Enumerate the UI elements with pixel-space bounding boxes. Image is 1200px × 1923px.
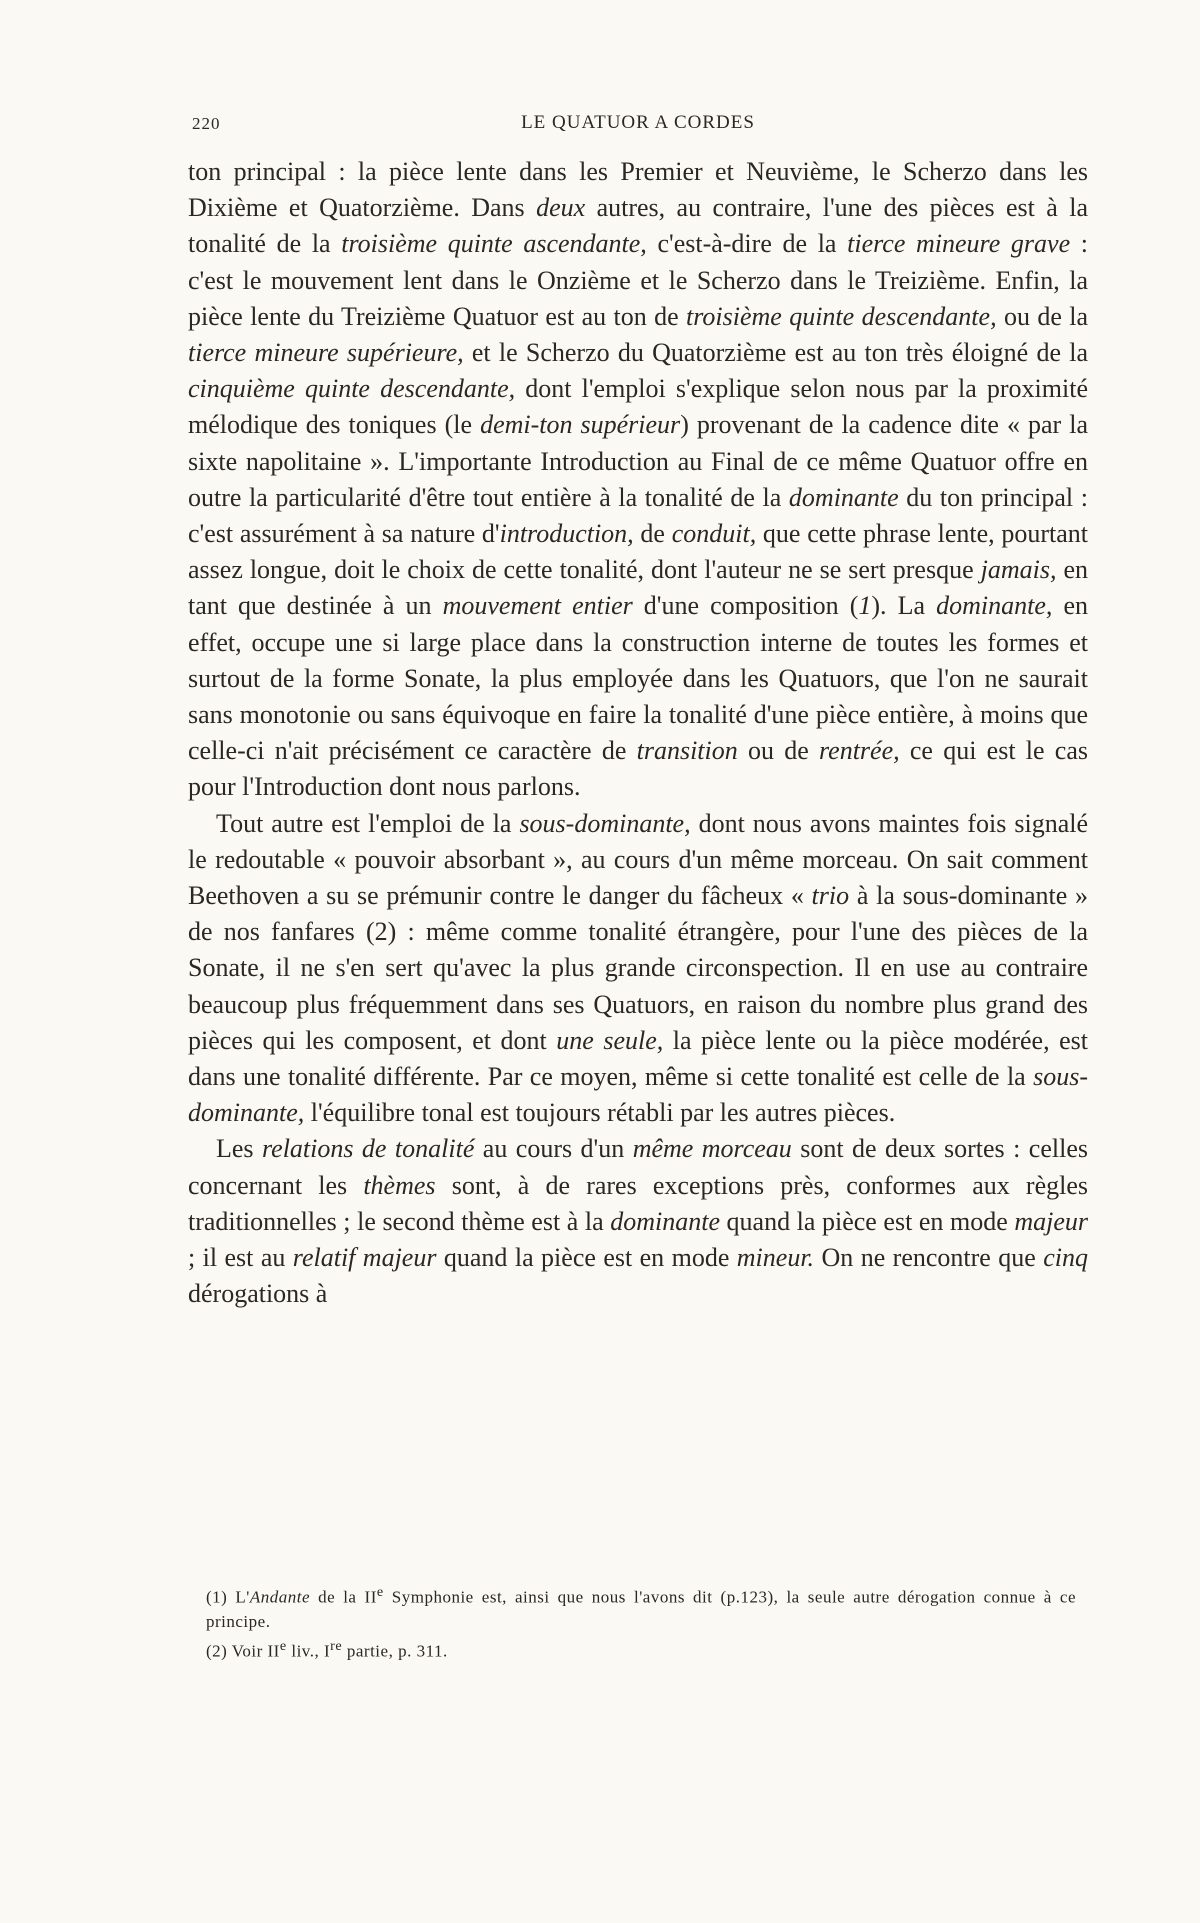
footnote-2: (2) Voir IIe liv., Ire partie, p. 311. <box>206 1637 448 1661</box>
footnote-ref-1: 1 <box>858 591 872 621</box>
footnotes <box>206 1580 1076 1663</box>
paragraph-2: Tout autre est l'emploi de la sous-dominante, dont nous avons maintes fois signalé le redoutable « pouvoir absorbant », au cours d'un même morceau. On sait comment Beethoven a su se prémunir contre le danger du fâcheux « trio à la sous-dominante » de nos fanfares (2) : même comme tonalité étrangère, pour l'une des pièces de la Sonate, il ne s'en sert qu'avec la plus grande circonspection. Il en use au contraire beaucoup plus fréquemment dans ses Quatuors, en raison du nombre plus grand des pièces qui les composent, et dont une seule, la pièce lente ou la pièce modérée, est dans une tonalité différente. Par ce moyen, même si cette tonalité est celle de la sous-dominante, l'équilibre tonal est toujours rétabli par les autres pièces. <box>188 808 1088 1128</box>
paragraph-1: ton principal : la pièce lente dans les Premier et Neuvième, le Scherzo dans les Dixième et Quatorzième. Dans deux autres, au contraire, l'une des pièces est à la tonalité de la troisième quinte ascendante, c'est-à-dire de la tierce mineure grave : c'est le mouvement lent dans le Onzième et le Scherzo dans le Treizième. Enfin, la pièce lente du Treizième Quatuor est au ton de troisième quinte descendante, ou de la tierce mineure supérieure, et le Scherzo du Quatorzième est au ton très éloigné de la cinquième quinte descendante, dont l'emploi s'explique selon nous par la proximité mélodique des toniques (le demi-ton supérieur) provenant de la cadence dite « par la sixte napolitaine ». L'importante Introduction au Final de ce même Quatuor offre en outre la particularité d'être tout entière à la tonalité de la dominante du ton principal : c'est assurément à sa nature d'introduction, de conduit, que cette phrase lente, pourtant assez longue, doit le choix de cette tonalité, dont l'auteur ne se sert presque jamais, en tant que destinée à un mouvement entier d'une composition (1). La dominante, en effet, occupe une si large place dans la construction interne de toutes les formes et surtout de la forme Sonate, la plus employée dans les Quatuors, que l'on ne saurait sans monotonie ou sans équivoque en faire la tonalité d'une pièce entière, à moins que celle-ci n'ait précisément ce caractère de transition ou de rentrée, ce qui est le cas pour l'Introduction dont nous parlons. <box>188 157 1089 802</box>
page-number: 220 <box>192 114 221 133</box>
page-header <box>188 112 1088 140</box>
body-text <box>188 154 1088 1313</box>
paragraph-3: Les relations de tonalité au cours d'un même morceau sont de deux sortes : celles concernant les thèmes sont, à de rares exceptions près, conformes aux règles traditionnelles ; le second thème est à la dominante quand la pièce est en mode majeur ; il est au relatif majeur quand la pièce est en mode mineur. On ne rencontre que cinq dérogations à <box>188 1134 1088 1309</box>
footnote-1: (1) L'Andante de la IIe Symphonie est, ainsi que nous l'avons dit (p.123), la seule autre dérogation connue à ce principe. <box>206 1584 1076 1631</box>
running-title: LE QUATUOR A CORDES <box>521 112 755 133</box>
